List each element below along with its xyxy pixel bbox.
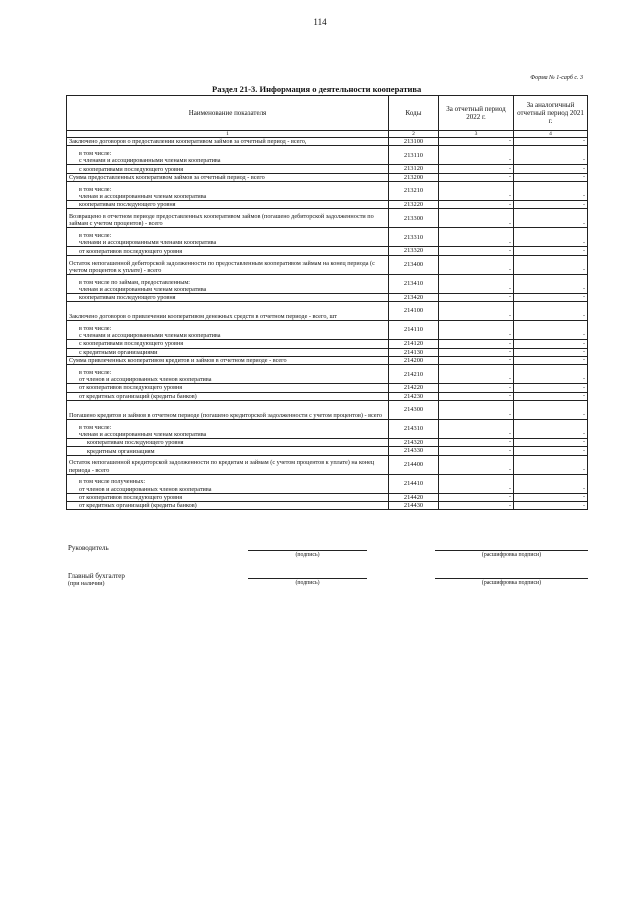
row-previous-value: - [514, 321, 588, 340]
table-row [67, 455, 588, 474]
table-row [67, 493, 588, 501]
row-code: 213400 [389, 255, 439, 274]
row-indicator-name: в том числе: членам и ассоциированным членам кооператива [67, 182, 389, 201]
row-current-value: - [439, 146, 514, 165]
row-code: 214230 [389, 392, 439, 400]
table-row [67, 302, 588, 321]
row-current-value: - [439, 255, 514, 274]
row-previous-value: - [514, 247, 588, 255]
row-current-value: - [439, 392, 514, 400]
head-signature-line [248, 550, 367, 551]
row-code: 214330 [389, 447, 439, 455]
row-code: 213100 [389, 138, 439, 146]
row-current-value: - [439, 321, 514, 340]
row-current-value: - [439, 201, 514, 209]
row-indicator-name: в том числе: с членами и ассоциированными членами кооператива [67, 321, 389, 340]
row-previous-value: - [514, 182, 588, 201]
row-indicator-name: с кредитными организациями [67, 348, 389, 356]
table-row [67, 201, 588, 209]
row-code: 214420 [389, 493, 439, 501]
row-current-value: - [439, 247, 514, 255]
head-decoding-caption: (расшифровка подписи) [481, 552, 542, 558]
row-previous-value: - [514, 392, 588, 400]
row-indicator-name: Сумма привлеченных кооперативом кредитов и займов в отчетном периоде - всего [67, 356, 389, 364]
header-current-period: За отчетный период 2022 г. [439, 96, 514, 131]
row-previous-value: - [514, 356, 588, 364]
row-previous-value: - [514, 274, 588, 293]
row-current-value: - [439, 455, 514, 474]
head-signature-label: Руководитель [68, 544, 109, 552]
row-code: 213200 [389, 173, 439, 181]
accountant-decoding-line [435, 578, 588, 579]
row-code: 213300 [389, 209, 439, 228]
row-code: 214310 [389, 419, 439, 438]
row-code: 214400 [389, 455, 439, 474]
row-indicator-name: Остаток непогашенной дебиторской задолженности по предоставленным кооперативом займам на конец периода (с учетом процентов к уплате) - всего [67, 255, 389, 274]
row-indicator-name: в том числе: членами и ассоциированными членами кооператива [67, 228, 389, 247]
row-current-value: - [439, 182, 514, 201]
table-row [67, 293, 588, 301]
row-current-value: - [439, 138, 514, 146]
row-previous-value: - [514, 228, 588, 247]
row-indicator-name: Погашено кредитов и займов в отчетном периоде (погашено кредиторской задолженности с учетом процентов) - всего [67, 400, 389, 419]
row-indicator-name: в том числе: от членов и ассоциированных членов кооператива [67, 365, 389, 384]
row-indicator-name: Заключено договоров о предоставлении кооперативом займов за отчетный период - всего, [67, 138, 389, 146]
table-row [67, 384, 588, 392]
row-indicator-name: от кооперативов последующего уровня [67, 384, 389, 392]
table-row [67, 356, 588, 364]
row-code: 213110 [389, 146, 439, 165]
row-previous-value: - [514, 201, 588, 209]
table-row [67, 392, 588, 400]
row-current-value: - [439, 493, 514, 501]
row-current-value: - [439, 365, 514, 384]
column-number: 4 [514, 131, 588, 138]
row-previous-value: - [514, 302, 588, 321]
row-previous-value: - [514, 502, 588, 510]
section-title: Раздел 21-3. Информация о деятельности кооператива [212, 84, 422, 94]
row-previous-value: - [514, 173, 588, 181]
table-row [67, 400, 588, 419]
row-code: 214430 [389, 502, 439, 510]
row-indicator-name: от кредитных организаций (кредиты банков) [67, 502, 389, 510]
accountant-decoding-caption: (расшифровка подписи) [481, 580, 542, 586]
row-previous-value: - [514, 165, 588, 173]
row-previous-value: - [514, 340, 588, 348]
accountant-signature-caption: (подпись) [295, 580, 320, 586]
row-indicator-name: с кооперативами последующего уровня [67, 340, 389, 348]
row-current-value: - [439, 438, 514, 446]
row-current-value: - [439, 356, 514, 364]
accountant-signature-label: Главный бухгалтер [68, 572, 125, 580]
row-previous-value: - [514, 493, 588, 501]
row-code: 213220 [389, 201, 439, 209]
head-signature-caption: (подпись) [295, 552, 320, 558]
row-current-value: - [439, 165, 514, 173]
row-code: 213210 [389, 182, 439, 201]
row-previous-value: - [514, 384, 588, 392]
row-code: 214210 [389, 365, 439, 384]
row-indicator-name: кооперативам последующего уровня [67, 293, 389, 301]
column-number: 2 [389, 131, 439, 138]
table-body [67, 138, 588, 510]
row-previous-value: - [514, 293, 588, 301]
row-code: 214110 [389, 321, 439, 340]
form-label: Форма № 1-сарб с. 3 [530, 75, 583, 81]
table-row [67, 502, 588, 510]
table-row [67, 274, 588, 293]
accountant-signature-line [248, 578, 367, 579]
table-row [67, 419, 588, 438]
row-code: 213320 [389, 247, 439, 255]
row-code: 214100 [389, 302, 439, 321]
row-code: 214320 [389, 438, 439, 446]
row-current-value: - [439, 447, 514, 455]
row-code: 213310 [389, 228, 439, 247]
row-indicator-name: Остаток непогашенной кредиторской задолженности по кредитам и займам (с учетом процентов к уплате) на конец периода - всего [67, 455, 389, 474]
row-previous-value: - [514, 455, 588, 474]
row-current-value: - [439, 502, 514, 510]
header-previous-period: За аналогичный отчетный период 2021 г. [514, 96, 588, 131]
table-row [67, 146, 588, 165]
row-indicator-name: кооперативам последующего уровня [67, 438, 389, 446]
row-current-value: - [439, 474, 514, 493]
table-row [67, 138, 588, 146]
row-current-value: - [439, 340, 514, 348]
row-indicator-name: Заключено договоров о привлечении кооперативом денежных средств в отчетном периоде - всего, шт [67, 302, 389, 321]
row-indicator-name: от кооперативов последующего уровня [67, 247, 389, 255]
row-code: 214120 [389, 340, 439, 348]
table-row [67, 348, 588, 356]
table-row [67, 165, 588, 173]
row-current-value: - [439, 400, 514, 419]
header-indicator-name: Наименование показателя [67, 96, 389, 131]
row-indicator-name: в том числе: членам и ассоциированным членам кооператива [67, 419, 389, 438]
row-previous-value: - [514, 438, 588, 446]
row-previous-value: - [514, 138, 588, 146]
row-previous-value: - [514, 419, 588, 438]
table-row [67, 182, 588, 201]
report-table [66, 95, 588, 510]
row-code: 214220 [389, 384, 439, 392]
row-indicator-name: Возвращено в отчетном периоде предоставленных кооперативом займов (погашено дебиторской задолженности по займам с учетом процентов) - всего [67, 209, 389, 228]
table-row [67, 173, 588, 181]
column-number: 1 [67, 131, 389, 138]
column-number: 3 [439, 131, 514, 138]
table-row [67, 340, 588, 348]
row-code: 214300 [389, 400, 439, 419]
row-previous-value: - [514, 255, 588, 274]
row-indicator-name: с кооперативами последующего уровня [67, 165, 389, 173]
table-row [67, 228, 588, 247]
row-previous-value: - [514, 348, 588, 356]
row-code: 213120 [389, 165, 439, 173]
accountant-note: (при наличии) [68, 581, 105, 587]
row-code: 213410 [389, 274, 439, 293]
table-row [67, 255, 588, 274]
head-decoding-line [435, 550, 588, 551]
row-code: 214200 [389, 356, 439, 364]
row-current-value: - [439, 274, 514, 293]
row-current-value: - [439, 384, 514, 392]
row-indicator-name: Сумма предоставленных кооперативом займов за отчетный период - всего [67, 173, 389, 181]
row-previous-value: - [514, 209, 588, 228]
row-current-value: - [439, 173, 514, 181]
table-row [67, 321, 588, 340]
row-indicator-name: от кооперативов последующего уровня [67, 493, 389, 501]
row-code: 213420 [389, 293, 439, 301]
table-row [67, 365, 588, 384]
row-current-value: - [439, 228, 514, 247]
row-current-value: - [439, 348, 514, 356]
table-row [67, 474, 588, 493]
row-indicator-name: от кредитных организаций (кредиты банков) [67, 392, 389, 400]
row-code: 214410 [389, 474, 439, 493]
row-indicator-name: кооперативам последующего уровня [67, 201, 389, 209]
row-indicator-name: кредитным организациям [67, 447, 389, 455]
row-previous-value: - [514, 365, 588, 384]
table-row [67, 209, 588, 228]
table-row [67, 447, 588, 455]
row-indicator-name: в том числе по займам, предоставленным: членам и ассоциированным членам кооператива [67, 274, 389, 293]
row-current-value: - [439, 419, 514, 438]
row-previous-value: - [514, 447, 588, 455]
table-row [67, 438, 588, 446]
table-row [67, 247, 588, 255]
row-indicator-name: в том числе: с членами и ассоциированными членами кооператива [67, 146, 389, 165]
column-number-row [67, 131, 588, 138]
row-code: 214130 [389, 348, 439, 356]
row-current-value: - [439, 209, 514, 228]
row-previous-value: - [514, 146, 588, 165]
row-previous-value: - [514, 474, 588, 493]
row-previous-value: - [514, 400, 588, 419]
row-current-value: - [439, 302, 514, 321]
table-header-row [67, 96, 588, 131]
row-indicator-name: в том числе полученных: от членов и ассоциированных членов кооператива [67, 474, 389, 493]
header-codes: Коды [389, 96, 439, 131]
row-current-value: - [439, 293, 514, 301]
page-number: 114 [313, 17, 327, 27]
